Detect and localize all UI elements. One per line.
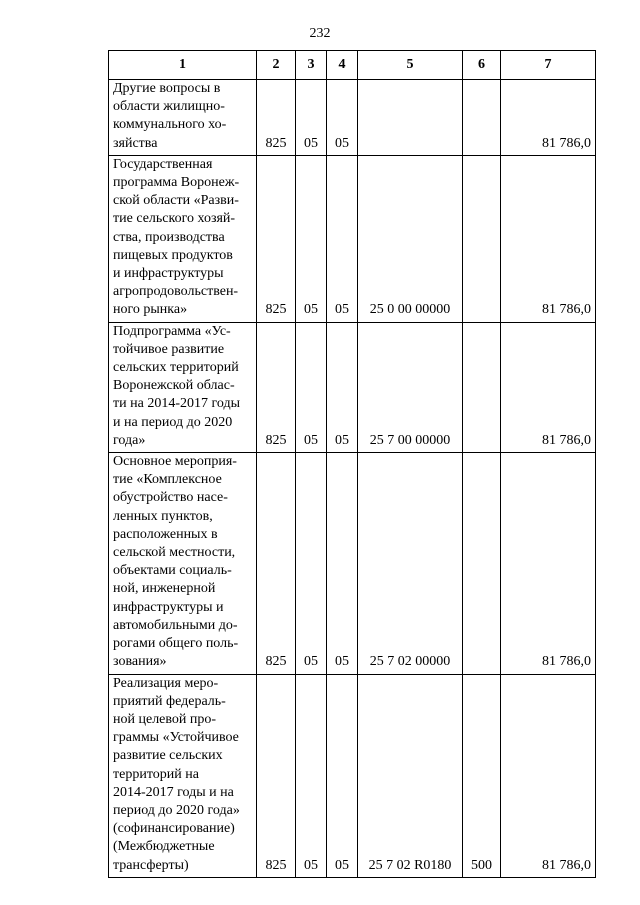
row-name-line: период до 2020 года» bbox=[113, 802, 240, 818]
target-article-cell: 25 7 02 R0180 bbox=[358, 674, 463, 877]
row-name-line: ства, производства bbox=[113, 229, 225, 245]
row-name-line: Подпрограмма «Ус- bbox=[113, 323, 231, 339]
amount-cell: 81 786,0 bbox=[501, 322, 596, 452]
row-name-line: территорий на bbox=[113, 766, 199, 782]
header-row bbox=[109, 51, 596, 80]
row-name-line: ти на 2014-2017 годы bbox=[113, 396, 240, 412]
row-name-line: приятий федераль- bbox=[113, 693, 226, 709]
row-name-line: ной, инженерной bbox=[113, 581, 216, 597]
amount-cell: 81 786,0 bbox=[501, 80, 596, 156]
row-name-line: тие сельского хозяй- bbox=[113, 211, 236, 227]
row-name-line: программа Воронеж- bbox=[113, 175, 240, 191]
table-row bbox=[109, 674, 596, 877]
row-name-line: (софинансирование) bbox=[113, 821, 235, 837]
section-cell: 05 bbox=[296, 674, 327, 877]
row-name-line: рогами общего поль- bbox=[113, 636, 239, 652]
section-cell: 05 bbox=[296, 155, 327, 322]
row-name-line: расположенных в bbox=[113, 526, 218, 542]
col-header-3: 3 bbox=[296, 51, 327, 80]
subsection-cell: 05 bbox=[327, 80, 358, 156]
row-name-line: ленных пунктов, bbox=[113, 508, 213, 524]
admin-code-cell: 825 bbox=[257, 453, 296, 674]
row-name-cell bbox=[109, 453, 257, 674]
row-name-line: тие «Комплексное bbox=[113, 472, 222, 488]
subsection-cell: 05 bbox=[327, 674, 358, 877]
row-name-cell bbox=[109, 674, 257, 877]
row-name-line: зяйства bbox=[113, 135, 158, 151]
row-name-line: области жилищно- bbox=[113, 99, 225, 115]
target-article-cell: 25 7 00 00000 bbox=[358, 322, 463, 452]
row-name-line: ного рынка» bbox=[113, 302, 188, 318]
subsection-cell: 05 bbox=[327, 155, 358, 322]
col-header-7: 7 bbox=[501, 51, 596, 80]
table-row bbox=[109, 322, 596, 452]
amount-cell: 81 786,0 bbox=[501, 453, 596, 674]
target-article-cell bbox=[358, 80, 463, 156]
row-name-cell bbox=[109, 322, 257, 452]
row-name-line: коммунального хо- bbox=[113, 117, 227, 133]
amount-cell: 81 786,0 bbox=[501, 674, 596, 877]
admin-code-cell: 825 bbox=[257, 674, 296, 877]
row-name-line: Реализация меро- bbox=[113, 675, 219, 691]
row-name-line: 2014-2017 годы и на bbox=[113, 784, 234, 800]
row-name-line: развитие сельских bbox=[113, 748, 223, 764]
col-header-2: 2 bbox=[257, 51, 296, 80]
row-name-line: граммы «Устойчивое bbox=[113, 730, 239, 746]
row-name-line: и на период до 2020 bbox=[113, 414, 233, 430]
admin-code-cell: 825 bbox=[257, 80, 296, 156]
expense-type-cell bbox=[463, 453, 501, 674]
row-name-line: обустройство насе- bbox=[113, 490, 228, 506]
table-row bbox=[109, 155, 596, 322]
target-article-cell: 25 7 02 00000 bbox=[358, 453, 463, 674]
admin-code-cell: 825 bbox=[257, 155, 296, 322]
section-cell: 05 bbox=[296, 322, 327, 452]
table-row bbox=[109, 80, 596, 156]
row-name-line: инфраструктуры и bbox=[113, 599, 224, 615]
table-row bbox=[109, 453, 596, 674]
row-name-cell bbox=[109, 155, 257, 322]
admin-code-cell: 825 bbox=[257, 322, 296, 452]
target-article-cell: 25 0 00 00000 bbox=[358, 155, 463, 322]
row-name-line: пищевых продуктов bbox=[113, 247, 233, 263]
expense-type-cell bbox=[463, 80, 501, 156]
section-cell: 05 bbox=[296, 80, 327, 156]
row-name-line: объектами социаль- bbox=[113, 563, 232, 579]
row-name-line: сельских территорий bbox=[113, 360, 239, 376]
row-name-line: Государственная bbox=[113, 156, 213, 172]
row-name-line: сельской местности, bbox=[113, 545, 236, 561]
row-name-line: автомобильными до- bbox=[113, 617, 238, 633]
row-name-line: зования» bbox=[113, 654, 167, 670]
col-header-5: 5 bbox=[358, 51, 463, 80]
row-name-line: Воронежской облас- bbox=[113, 378, 235, 394]
row-name-line: ской области «Разви- bbox=[113, 193, 239, 209]
subsection-cell: 05 bbox=[327, 322, 358, 452]
row-name-line: и инфраструктуры bbox=[113, 266, 224, 282]
row-name-line: трансферты) bbox=[113, 857, 189, 873]
row-name-line: ной целевой про- bbox=[113, 711, 217, 727]
row-name-line: (Межбюджетные bbox=[113, 839, 215, 855]
expense-type-cell bbox=[463, 155, 501, 322]
row-name-line: агропродовольствен- bbox=[113, 284, 239, 300]
table-body bbox=[109, 80, 596, 878]
budget-table bbox=[108, 50, 596, 878]
expense-type-cell: 500 bbox=[463, 674, 501, 877]
page-number: 232 bbox=[309, 26, 331, 41]
col-header-4: 4 bbox=[327, 51, 358, 80]
col-header-1: 1 bbox=[109, 51, 257, 80]
row-name-cell bbox=[109, 80, 257, 156]
row-name-line: тойчивое развитие bbox=[113, 341, 225, 357]
row-name-line: года» bbox=[113, 432, 146, 448]
row-name-line: Основное мероприя- bbox=[113, 454, 237, 470]
col-header-6: 6 bbox=[463, 51, 501, 80]
section-cell: 05 bbox=[296, 453, 327, 674]
amount-cell: 81 786,0 bbox=[501, 155, 596, 322]
row-name-line: Другие вопросы в bbox=[113, 81, 221, 96]
expense-type-cell bbox=[463, 322, 501, 452]
subsection-cell: 05 bbox=[327, 453, 358, 674]
